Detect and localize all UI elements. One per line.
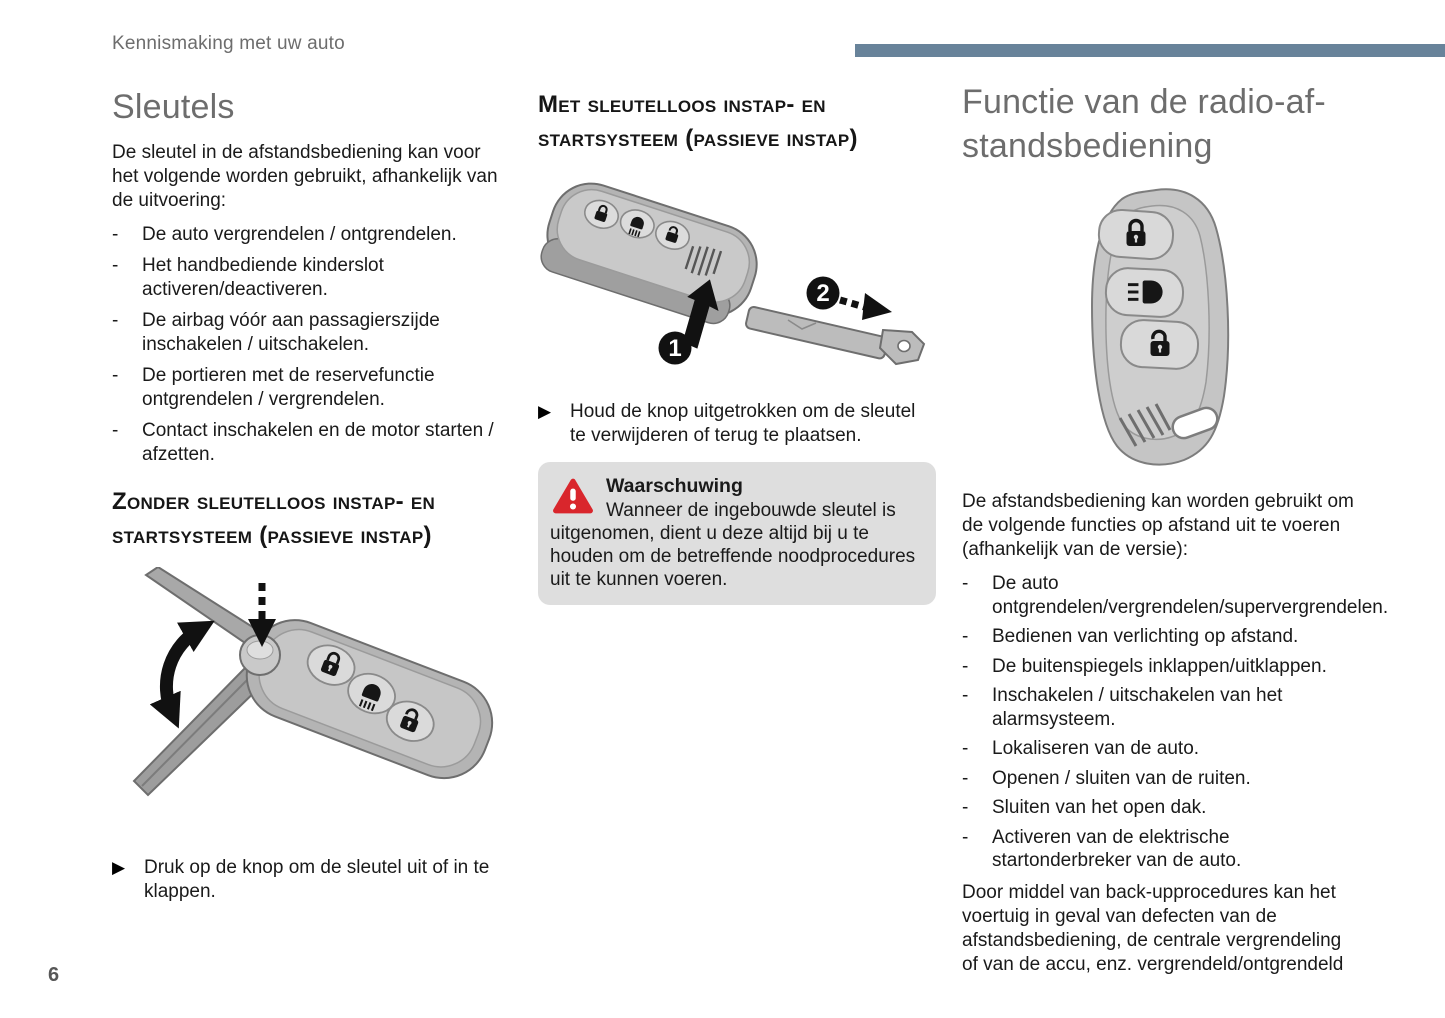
bullet-dash: - bbox=[962, 738, 969, 759]
callout-1 bbox=[659, 332, 692, 365]
middle-instruction bbox=[538, 400, 936, 448]
bullet-dash: - bbox=[962, 655, 969, 677]
bullet-item bbox=[962, 655, 1362, 679]
page-number: 6 bbox=[48, 964, 60, 986]
bullet-dash: - bbox=[112, 255, 119, 276]
bullet-item bbox=[962, 684, 1362, 731]
smart-key-illustration bbox=[538, 172, 936, 384]
arrow-2-icon bbox=[840, 293, 892, 320]
rotate-arrow-icon bbox=[166, 629, 200, 713]
headlight-icon bbox=[1128, 280, 1163, 303]
bullet-dash: - bbox=[962, 685, 969, 706]
bullet-item bbox=[962, 737, 1362, 761]
emergency-key-blade bbox=[745, 306, 924, 364]
bullet-dash: - bbox=[112, 310, 119, 331]
bullet-text: Het handbediende kinderslot activeren/deactiveren. bbox=[142, 255, 384, 300]
bullet-dash: - bbox=[112, 365, 119, 386]
bullet-text: Lokaliseren van de auto. bbox=[992, 738, 1200, 759]
right-title-line1: Functie van de radio-af- bbox=[962, 83, 1326, 121]
warning-box bbox=[538, 462, 936, 605]
warning-icon bbox=[552, 477, 594, 515]
bullet-text: Inschakelen / uitschakelen van het alarmsysteem. bbox=[992, 685, 1283, 730]
bullet-text: Openen / sluiten van de ruiten. bbox=[992, 767, 1251, 789]
callout-2 bbox=[807, 277, 840, 310]
bullet-item bbox=[962, 826, 1362, 873]
section-heading-with-keyless: Met sleutelloos instap- en startsysteem (passieve instap) bbox=[538, 91, 858, 152]
bullet-item bbox=[962, 572, 1389, 619]
bullet-dash: - bbox=[962, 826, 969, 848]
bullet-text: Sluiten van het open dak. bbox=[992, 797, 1207, 818]
bullet-text: De auto ontgrendelen/vergrendelen/supervergrendelen. bbox=[992, 573, 1389, 618]
instruction-text: Druk op de knop om de sleutel uit of in te klappen. bbox=[144, 857, 490, 902]
bullet-text: Contact inschakelen en de motor starten / afzetten. bbox=[142, 420, 494, 465]
pointer-icon: ▶ bbox=[112, 858, 126, 877]
right-title bbox=[962, 80, 1362, 168]
pointer-icon: ▶ bbox=[538, 402, 552, 421]
bullet-item bbox=[962, 625, 1362, 649]
instruction-text: Houd de knop uitgetrokken om de sleutel te verwijderen of terug te plaatsen. bbox=[570, 401, 916, 446]
key-fob-body bbox=[538, 173, 767, 332]
bullet-item bbox=[962, 767, 1362, 791]
right-intro: De afstandsbediening kan worden gebruikt om de volgende functies op afstand uit te voeren (afhankelijk van de versie): bbox=[962, 491, 1354, 560]
flip-key-illustration bbox=[112, 567, 504, 812]
bullet-text: Bedienen van verlichting op afstand. bbox=[992, 626, 1299, 647]
page-title: Sleutels bbox=[112, 88, 235, 126]
bullet-item bbox=[112, 309, 504, 357]
bullet-dash: - bbox=[962, 767, 969, 789]
bullet-text: De portieren met de reservefunctie ontgrendelen / vergrendelen. bbox=[142, 365, 435, 410]
svg-text:2: 2 bbox=[816, 280, 830, 307]
section-heading-without-keyless: Zonder sleutelloos instap- en startsysteem (passieve instap) bbox=[112, 488, 436, 549]
page-header: Kennismaking met uw auto bbox=[112, 33, 345, 54]
bullet-text: De buitenspiegels inklappen/uitklappen. bbox=[992, 655, 1327, 677]
bullet-item bbox=[112, 254, 504, 302]
remote-fob-illustration bbox=[1060, 184, 1260, 474]
svg-text:1: 1 bbox=[668, 335, 682, 362]
bullet-item bbox=[112, 364, 504, 412]
bullet-item bbox=[112, 419, 504, 467]
key-blade-extended bbox=[134, 567, 264, 795]
header-accent-bar bbox=[855, 44, 1445, 57]
bullet-dash: - bbox=[962, 626, 969, 647]
bullet-item bbox=[112, 223, 504, 247]
bullet-item bbox=[962, 796, 1362, 820]
bullet-dash: - bbox=[112, 420, 119, 441]
bullet-text: De auto vergrendelen / ontgrendelen. bbox=[142, 224, 457, 245]
bullet-dash: - bbox=[112, 224, 119, 245]
warning-title: Waarschuwing bbox=[606, 475, 743, 497]
left-instruction bbox=[112, 856, 504, 904]
bullet-text: Activeren van de elektrische startonderbreker van de auto. bbox=[992, 826, 1242, 871]
left-intro: De sleutel in de afstandsbediening kan voor het volgende worden gebruikt, afhankelijk van de uitvoering: bbox=[112, 142, 498, 211]
bullet-dash: - bbox=[962, 573, 969, 594]
bullet-dash: - bbox=[962, 797, 969, 818]
left-bullet-list bbox=[112, 223, 504, 467]
middle-column bbox=[538, 88, 936, 605]
key-body bbox=[234, 607, 504, 791]
bullet-text: De airbag vóór aan passagierszijde inschakelen / uitschakelen. bbox=[142, 310, 440, 355]
right-outro: Door middel van back-upprocedures kan het voertuig in geval van defecten van de afstandsbediening, de centrale vergrendeling of van de accu, enz. vergrendeld/ontgrendeld bbox=[962, 881, 1344, 975]
warning-text: Wanneer de ingebouwde sleutel is uitgenomen, dient u deze altijd bij u te houden om de betreffende noodprocedures uit te kunnen voeren. bbox=[550, 500, 916, 590]
left-column bbox=[112, 85, 504, 904]
right-title-line2: standsbediening bbox=[962, 127, 1213, 165]
right-bullet-list bbox=[962, 572, 1389, 873]
right-column bbox=[962, 80, 1389, 987]
